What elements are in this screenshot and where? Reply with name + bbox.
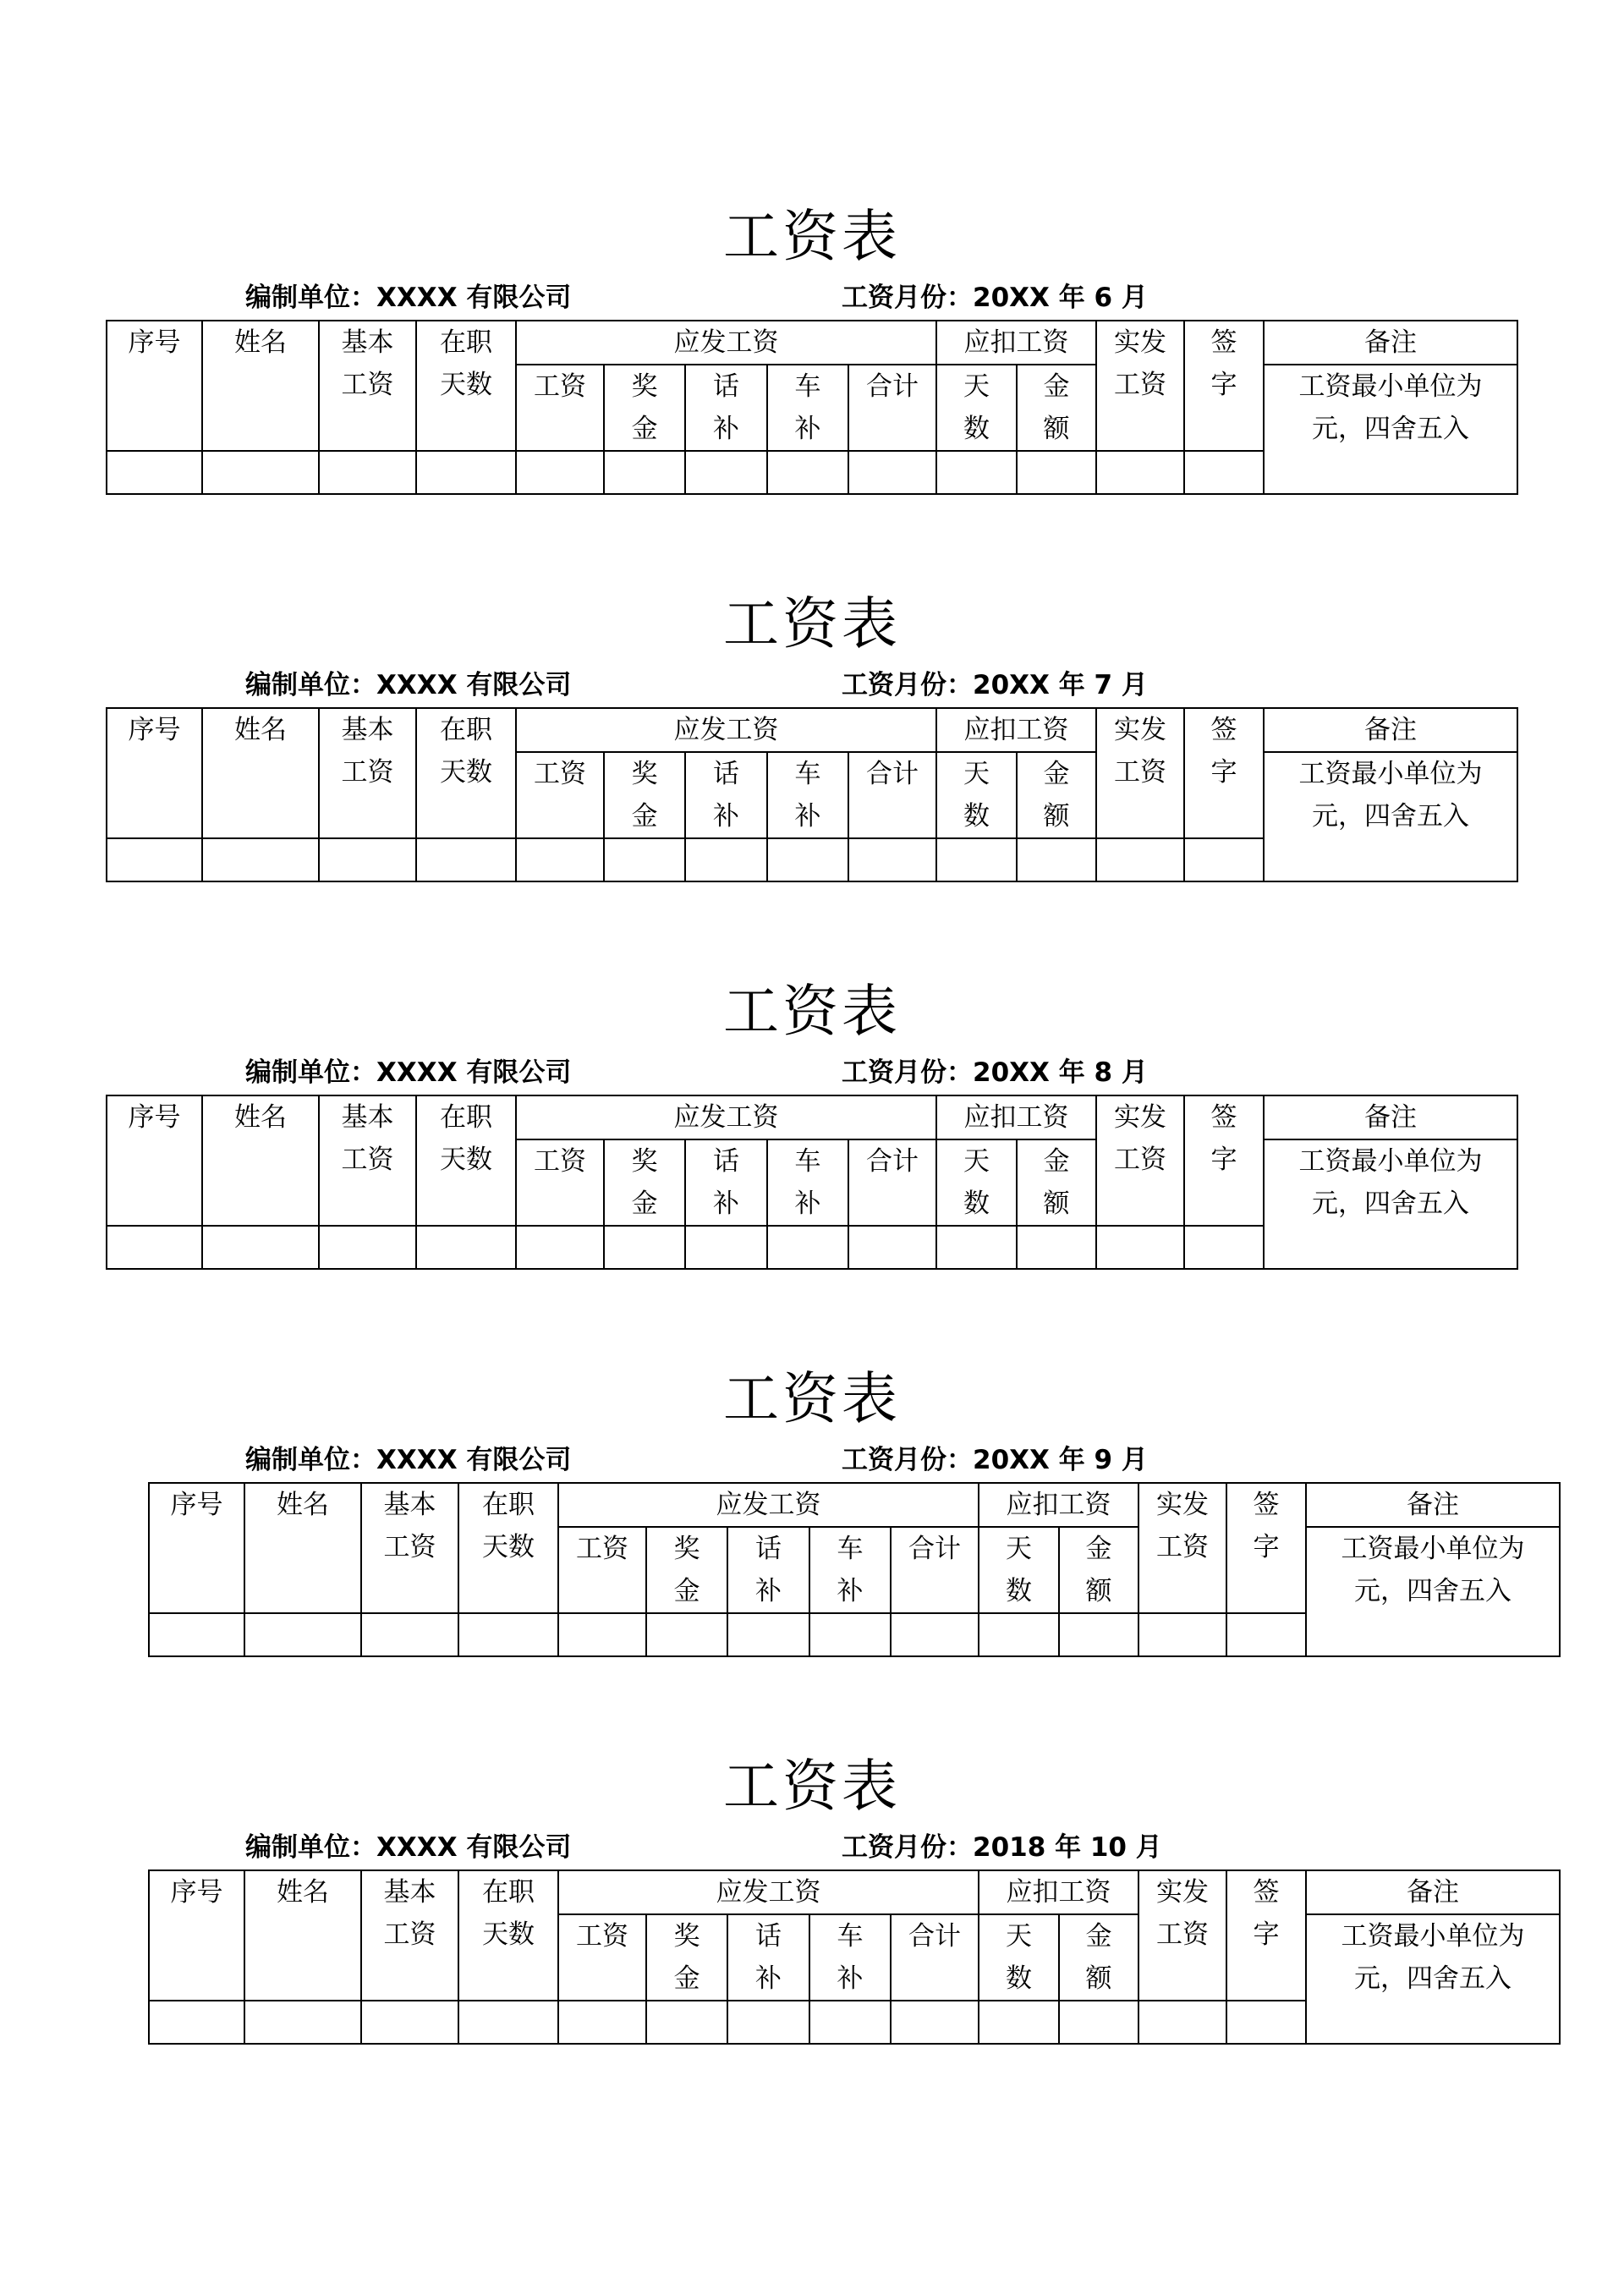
header-wage: 工资: [516, 365, 604, 451]
cell-name[interactable]: [202, 451, 319, 494]
salary-table: [106, 320, 1518, 495]
header-seq: 序号: [107, 1095, 202, 1226]
header-payable-salary: 应发工资: [516, 321, 936, 365]
compiling-unit-value: XXXX 有限公司: [376, 1832, 572, 1863]
salary-month-value: 20XX 年 8 月: [973, 1057, 1148, 1088]
salary-month: [842, 1443, 1148, 1477]
header-car-allowance: 车 补: [767, 365, 848, 451]
compiling-unit-label: 编制单位：: [245, 670, 376, 700]
header-signature: 签 字: [1226, 1483, 1306, 1613]
header-base-salary: 基本 工资: [319, 708, 416, 838]
cell-working-days[interactable]: [416, 451, 516, 494]
compiling-unit-label: 编制单位：: [245, 1057, 376, 1088]
header-total: 合计: [891, 1527, 979, 1613]
header-name: 姓名: [202, 321, 319, 451]
header-remark: 备注: [1306, 1483, 1560, 1527]
cell-car-allowance[interactable]: [809, 1613, 891, 1656]
salary-month-value: 2018 年 10 月: [973, 1832, 1162, 1863]
cell-wage[interactable]: [516, 838, 604, 881]
cell-base-salary[interactable]: [319, 451, 416, 494]
salary-month: [842, 281, 1148, 315]
cell-bonus[interactable]: [604, 838, 685, 881]
header-base-salary: 基本 工资: [319, 321, 416, 451]
header-payable-salary: 应发工资: [516, 1095, 936, 1139]
header-base-salary: 基本 工资: [319, 1095, 416, 1226]
header-signature: 签 字: [1184, 708, 1264, 838]
header-bonus: 奖 金: [604, 1139, 685, 1226]
header-signature: 签 字: [1226, 1870, 1306, 2001]
compiling-unit: [245, 668, 571, 702]
header-signature: 签 字: [1184, 1095, 1264, 1226]
cell-signature[interactable]: [1184, 451, 1264, 494]
cell-deduct-days[interactable]: [979, 1613, 1059, 1656]
header-phone-allowance: 话 补: [685, 1139, 767, 1226]
header-working-days: 在职 天数: [458, 1870, 558, 2001]
cell-net-pay[interactable]: [1096, 1226, 1184, 1269]
cell-bonus[interactable]: [646, 1613, 727, 1656]
cell-net-pay[interactable]: [1138, 2001, 1226, 2044]
cell-bonus[interactable]: [646, 2001, 727, 2044]
header-car-allowance: 车 补: [809, 1527, 891, 1613]
header-seq: 序号: [149, 1870, 244, 2001]
cell-signature[interactable]: [1226, 2001, 1306, 2044]
cell-signature[interactable]: [1184, 838, 1264, 881]
header-net-pay: 实发 工资: [1096, 708, 1184, 838]
header-wage: 工资: [558, 1914, 646, 2001]
header-car-allowance: 车 补: [767, 752, 848, 838]
cell-seq[interactable]: [149, 1613, 244, 1656]
compiling-unit-value: XXXX 有限公司: [376, 283, 572, 313]
salary-sheet: [0, 1365, 1624, 1738]
header-name: 姓名: [244, 1483, 361, 1613]
cell-phone-allowance[interactable]: [727, 2001, 809, 2044]
cell-total[interactable]: [848, 838, 936, 881]
salary-month-value: 20XX 年 9 月: [973, 1445, 1148, 1475]
header-deduct-amount: 金 额: [1017, 752, 1096, 838]
remark-text: 工资最小单位为 元，四舍五入: [1264, 752, 1517, 881]
sheet-title: 工资表: [723, 204, 901, 269]
salary-sheet: [0, 203, 1624, 575]
header-phone-allowance: 话 补: [727, 1527, 809, 1613]
header-base-salary: 基本 工资: [361, 1483, 458, 1613]
remark-text: 工资最小单位为 元，四舍五入: [1264, 1139, 1517, 1269]
header-working-days: 在职 天数: [416, 321, 516, 451]
header-net-pay: 实发 工资: [1096, 1095, 1184, 1226]
cell-deduct-amount[interactable]: [1017, 838, 1096, 881]
cell-total[interactable]: [848, 451, 936, 494]
cell-total[interactable]: [891, 1613, 979, 1656]
header-net-pay: 实发 工资: [1138, 1870, 1226, 2001]
header-remark: 备注: [1264, 321, 1517, 365]
header-working-days: 在职 天数: [416, 1095, 516, 1226]
header-signature: 签 字: [1184, 321, 1264, 451]
header-remark: 备注: [1264, 708, 1517, 752]
salary-month: [842, 1831, 1162, 1864]
salary-table: [148, 1482, 1561, 1657]
header-total: 合计: [848, 1139, 936, 1226]
cell-deduct-days[interactable]: [936, 838, 1017, 881]
sheet-title: 工资表: [723, 1366, 901, 1431]
salary-month-label: 工资月份：: [842, 1445, 973, 1475]
cell-working-days[interactable]: [458, 1613, 558, 1656]
cell-wage[interactable]: [516, 1226, 604, 1269]
header-car-allowance: 车 补: [767, 1139, 848, 1226]
header-total: 合计: [848, 365, 936, 451]
header-bonus: 奖 金: [604, 365, 685, 451]
header-seq: 序号: [107, 708, 202, 838]
header-working-days: 在职 天数: [416, 708, 516, 838]
salary-month-label: 工资月份：: [842, 670, 973, 700]
header-seq: 序号: [107, 321, 202, 451]
remark-text: 工资最小单位为 元，四舍五入: [1306, 1914, 1560, 2044]
cell-total[interactable]: [891, 2001, 979, 2044]
salary-month: [842, 1056, 1148, 1090]
header-total: 合计: [848, 752, 936, 838]
salary-table: [106, 707, 1518, 882]
compiling-unit-label: 编制单位：: [245, 1445, 376, 1475]
header-name: 姓名: [244, 1870, 361, 2001]
cell-phone-allowance[interactable]: [727, 1613, 809, 1656]
compiling-unit-label: 编制单位：: [245, 1832, 376, 1863]
cell-seq[interactable]: [107, 451, 202, 494]
compiling-unit-value: XXXX 有限公司: [376, 1057, 572, 1088]
header-deduct-amount: 金 额: [1059, 1527, 1138, 1613]
salary-month-label: 工资月份：: [842, 1057, 973, 1088]
header-name: 姓名: [202, 708, 319, 838]
cell-car-allowance[interactable]: [767, 1226, 848, 1269]
header-net-pay: 实发 工资: [1138, 1483, 1226, 1613]
cell-net-pay[interactable]: [1096, 451, 1184, 494]
salary-month-label: 工资月份：: [842, 1832, 973, 1863]
cell-net-pay[interactable]: [1138, 1613, 1226, 1656]
cell-working-days[interactable]: [416, 1226, 516, 1269]
cell-bonus[interactable]: [604, 1226, 685, 1269]
header-car-allowance: 车 补: [809, 1914, 891, 2001]
remark-text: 工资最小单位为 元，四舍五入: [1306, 1527, 1560, 1656]
cell-car-allowance[interactable]: [767, 451, 848, 494]
sheet-title: 工资表: [723, 1754, 901, 1819]
header-payable-salary: 应发工资: [558, 1870, 979, 1914]
cell-phone-allowance[interactable]: [685, 451, 767, 494]
cell-net-pay[interactable]: [1096, 838, 1184, 881]
header-net-pay: 实发 工资: [1096, 321, 1184, 451]
cell-signature[interactable]: [1226, 1613, 1306, 1656]
header-deduct-amount: 金 额: [1017, 1139, 1096, 1226]
header-deduct-amount: 金 额: [1059, 1914, 1138, 2001]
header-deductions: 应扣工资: [979, 1870, 1138, 1914]
header-phone-allowance: 话 补: [685, 365, 767, 451]
header-total: 合计: [891, 1914, 979, 2001]
salary-month-value: 20XX 年 6 月: [973, 283, 1148, 313]
header-wage: 工资: [516, 1139, 604, 1226]
header-seq: 序号: [149, 1483, 244, 1613]
salary-sheet: [0, 978, 1624, 1350]
cell-name[interactable]: [202, 1226, 319, 1269]
cell-deduct-days[interactable]: [936, 1226, 1017, 1269]
header-deductions: 应扣工资: [936, 321, 1096, 365]
salary-table: [106, 1095, 1518, 1270]
cell-name[interactable]: [244, 2001, 361, 2044]
cell-deduct-days[interactable]: [979, 2001, 1059, 2044]
cell-deduct-amount[interactable]: [1017, 1226, 1096, 1269]
header-working-days: 在职 天数: [458, 1483, 558, 1613]
cell-seq[interactable]: [107, 1226, 202, 1269]
header-payable-salary: 应发工资: [516, 708, 936, 752]
compiling-unit: [245, 1056, 571, 1090]
cell-car-allowance[interactable]: [767, 838, 848, 881]
cell-working-days[interactable]: [416, 838, 516, 881]
header-deduct-amount: 金 额: [1017, 365, 1096, 451]
cell-base-salary[interactable]: [319, 1226, 416, 1269]
remark-text: 工资最小单位为 元，四舍五入: [1264, 365, 1517, 494]
salary-sheet: [0, 1753, 1624, 2125]
header-base-salary: 基本 工资: [361, 1870, 458, 2001]
header-phone-allowance: 话 补: [685, 752, 767, 838]
header-wage: 工资: [516, 752, 604, 838]
cell-signature[interactable]: [1184, 1226, 1264, 1269]
compiling-unit: [245, 281, 571, 315]
sheet-title: 工资表: [723, 591, 901, 656]
cell-wage[interactable]: [516, 451, 604, 494]
salary-month-label: 工资月份：: [842, 283, 973, 313]
header-bonus: 奖 金: [646, 1527, 727, 1613]
compiling-unit-label: 编制单位：: [245, 283, 376, 313]
cell-name[interactable]: [202, 838, 319, 881]
header-deduct-days: 天 数: [936, 752, 1017, 838]
compiling-unit: [245, 1443, 571, 1477]
compiling-unit-value: XXXX 有限公司: [376, 1445, 572, 1475]
header-wage: 工资: [558, 1527, 646, 1613]
salary-sheet: [0, 590, 1624, 963]
header-remark: 备注: [1264, 1095, 1517, 1139]
sheet-title: 工资表: [723, 979, 901, 1044]
cell-wage[interactable]: [558, 1613, 646, 1656]
cell-base-salary[interactable]: [361, 2001, 458, 2044]
compiling-unit-value: XXXX 有限公司: [376, 670, 572, 700]
header-phone-allowance: 话 补: [727, 1914, 809, 2001]
header-deduct-days: 天 数: [979, 1527, 1059, 1613]
header-deductions: 应扣工资: [979, 1483, 1138, 1527]
header-deduct-days: 天 数: [936, 365, 1017, 451]
header-deduct-days: 天 数: [936, 1139, 1017, 1226]
cell-wage[interactable]: [558, 2001, 646, 2044]
cell-base-salary[interactable]: [319, 838, 416, 881]
cell-deduct-amount[interactable]: [1017, 451, 1096, 494]
cell-total[interactable]: [848, 1226, 936, 1269]
cell-seq[interactable]: [149, 2001, 244, 2044]
header-bonus: 奖 金: [604, 752, 685, 838]
header-deductions: 应扣工资: [936, 708, 1096, 752]
header-payable-salary: 应发工资: [558, 1483, 979, 1527]
cell-deduct-days[interactable]: [936, 451, 1017, 494]
header-name: 姓名: [202, 1095, 319, 1226]
cell-base-salary[interactable]: [361, 1613, 458, 1656]
salary-month-value: 20XX 年 7 月: [973, 670, 1148, 700]
compiling-unit: [245, 1831, 571, 1864]
cell-bonus[interactable]: [604, 451, 685, 494]
salary-month: [842, 668, 1148, 702]
header-deduct-days: 天 数: [979, 1914, 1059, 2001]
cell-car-allowance[interactable]: [809, 2001, 891, 2044]
cell-deduct-amount[interactable]: [1059, 1613, 1138, 1656]
cell-phone-allowance[interactable]: [685, 1226, 767, 1269]
cell-seq[interactable]: [107, 838, 202, 881]
salary-table: [148, 1869, 1561, 2045]
cell-name[interactable]: [244, 1613, 361, 1656]
header-bonus: 奖 金: [646, 1914, 727, 2001]
cell-working-days[interactable]: [458, 2001, 558, 2044]
cell-phone-allowance[interactable]: [685, 838, 767, 881]
header-remark: 备注: [1306, 1870, 1560, 1914]
header-deductions: 应扣工资: [936, 1095, 1096, 1139]
cell-deduct-amount[interactable]: [1059, 2001, 1138, 2044]
